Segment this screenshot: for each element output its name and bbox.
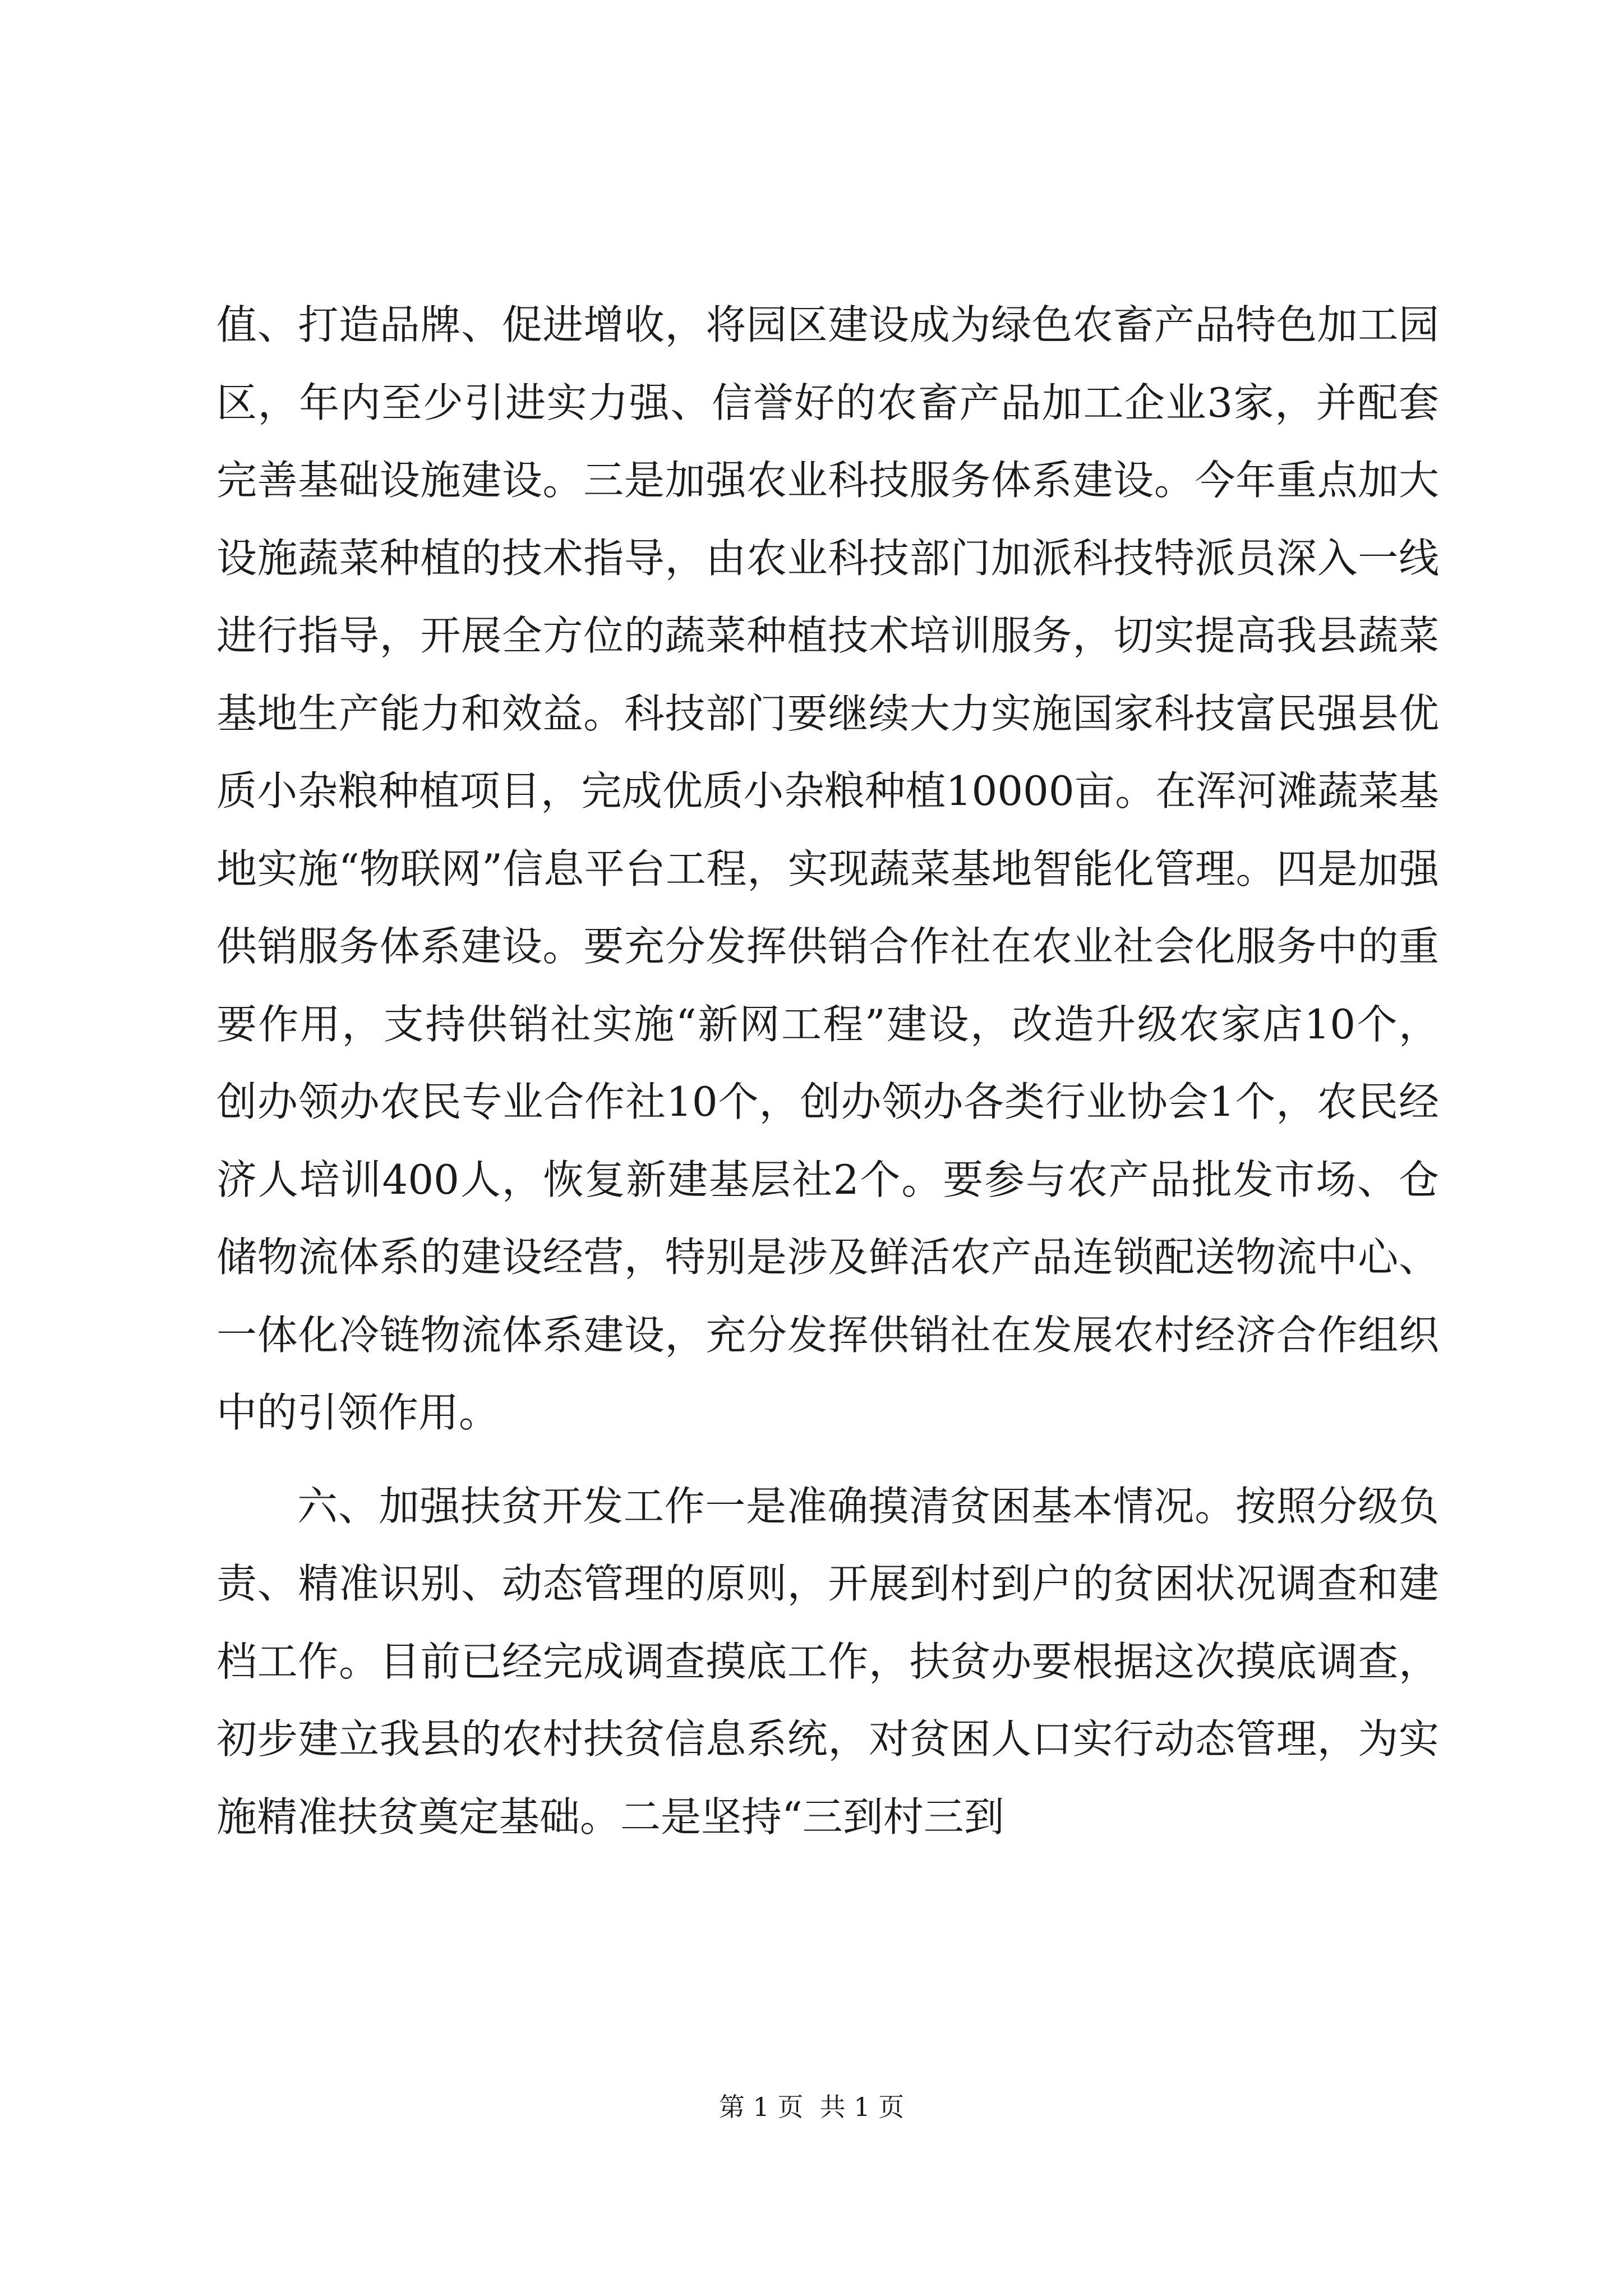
page-footer: 第 1 页 共 1 页: [718, 2092, 905, 2122]
paragraph-section-six: 六、加强扶贫开发工作一是准确摸清贫困基本情况。按照分级负责、精准识别、动态管理的原则，开展到村到户的贫困状况调查和建档工作。目前已经完成调查摸底工作，扶贫办要根据这次摸底调查，初步建立我县的农村扶贫信息系统，对贫困人口实行动态管理，为实施精准扶贫奠定基础。二是坚持“三到村三到: [216, 1482, 1439, 1841]
document-body: [216, 286, 1439, 1856]
paragraph-continuation: 值、打造品牌、促进增收，将园区建设成为绿色农畜产品特色加工园区，年内至少引进实力强、信誉好的农畜产品加工企业3家，并配套完善基础设施建设。三是加强农业科技服务体系建设。今年重点加大设施蔬菜种植的技术指导，由农业科技部门加派科技特派员深入一线进行指导，开展全方位的蔬菜种植技术培训服务，切实提高我县蔬菜基地生产能力和效益。科技部门要继续大力实施国家科技富民强县优质小杂粮种植项目，完成优质小杂粮种植10000亩。在浑河滩蔬菜基地实施“物联网”信息平台工程，实现蔬菜基地智能化管理。四是加强供销服务体系建设。要充分发挥供销合作社在农业社会化服务中的重要作用，支持供销社实施“新网工程”建设，改造升级农家店10个，创办领办农民专业合作社10个，创办领办各类行业协会1个，农民经济人培训400人，恢复新建基层社2个。要参与农产品批发市场、仓储物流体系的建设经营，特别是涉及鲜活农产品连锁配送物流中心、一体化冷链物流体系建设，充分发挥供销社在发展农村经济合作组织中的引领作用。: [216, 301, 1439, 1436]
